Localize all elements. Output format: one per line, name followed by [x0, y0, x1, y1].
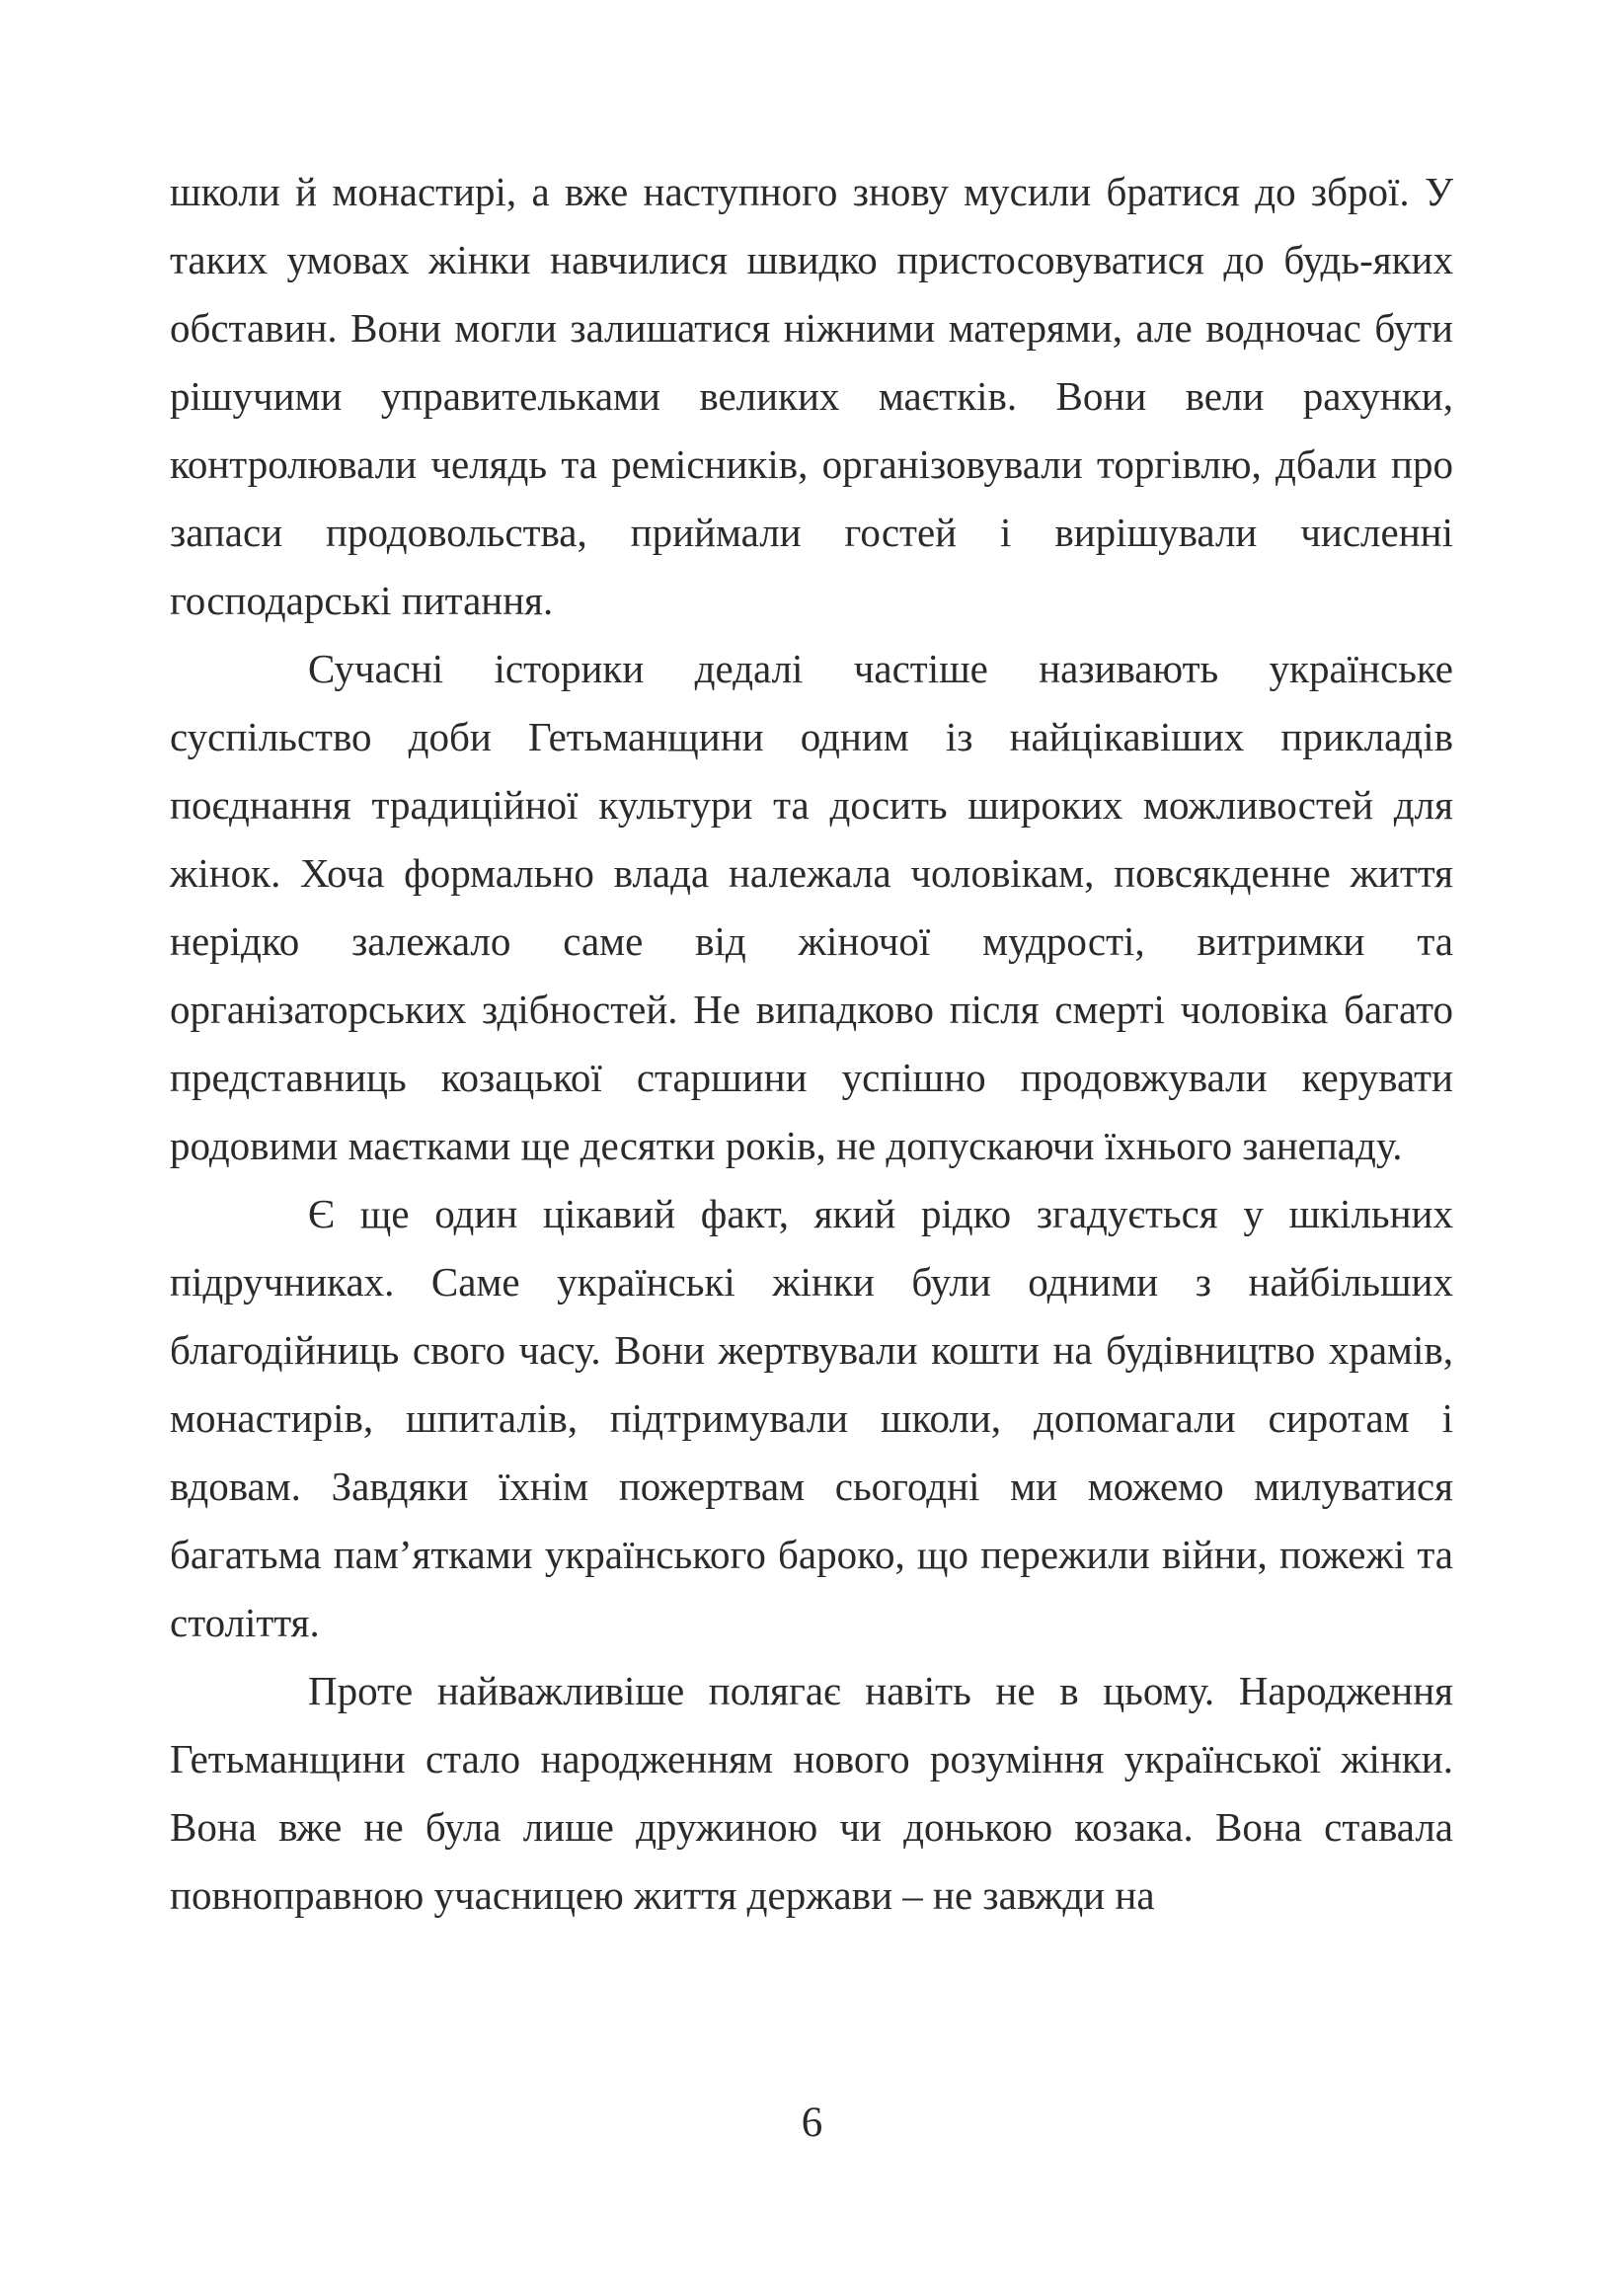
paragraph-2: Сучасні історики дедалі частіше називають українське суспільство доби Гетьманщини одним із найцікавіших прикладів поєднання традиційної культури та досить широких можливостей для жінок. Хоча формально влада належала чоловікам, повсякденне життя нерідко залежало саме від жіночої мудрості, витримки та організаторських здібностей. Не випадково після смерті чоловіка багато представниць козацької старшини успішно продовжували керувати родовими маєтками ще десятки років, не допускаючи їхнього занепаду.	[170, 646, 1453, 1168]
page-number: 6	[801, 2099, 823, 2146]
paragraph-3: Є ще один цікавий факт, який рідко згадується у шкільних підручниках. Саме українські жінки були одними з найбільших благодійниць свого часу. Вони жертвували кошти на будівництво храмів, монастирів, шпиталів, підтримували школи, допомагали сиротам і вдовам. Завдяки їхнім пожертвам сьогодні ми можемо милуватися багатьма пам’ятками українського бароко, що пережили війни, пожежі та століття.	[170, 1191, 1453, 1645]
paragraph-1: школи й монастирі, а вже наступного знову мусили братися до зброї. У таких умовах жінки навчилися швидко пристосовуватися до будь-яких обставин. Вони могли залишатися ніжними матерями, але водночас бути рішучими управительками великих маєтків. Вони вели рахунки, контролювали челядь та ремісників, організовували торгівлю, дбали про запаси продовольства, приймали гостей і вирішували численні господарські питання.	[170, 169, 1453, 623]
body-text	[170, 158, 1453, 1930]
paragraph-4: Проте найважливіше полягає навіть не в цьому. Народження Гетьманщини стало народженням нового розуміння української жінки. Вона вже не була лише дружиною чи донькою козака. Вона ставала повноправною учасницею життя держави – не завжди на	[170, 1668, 1453, 1918]
